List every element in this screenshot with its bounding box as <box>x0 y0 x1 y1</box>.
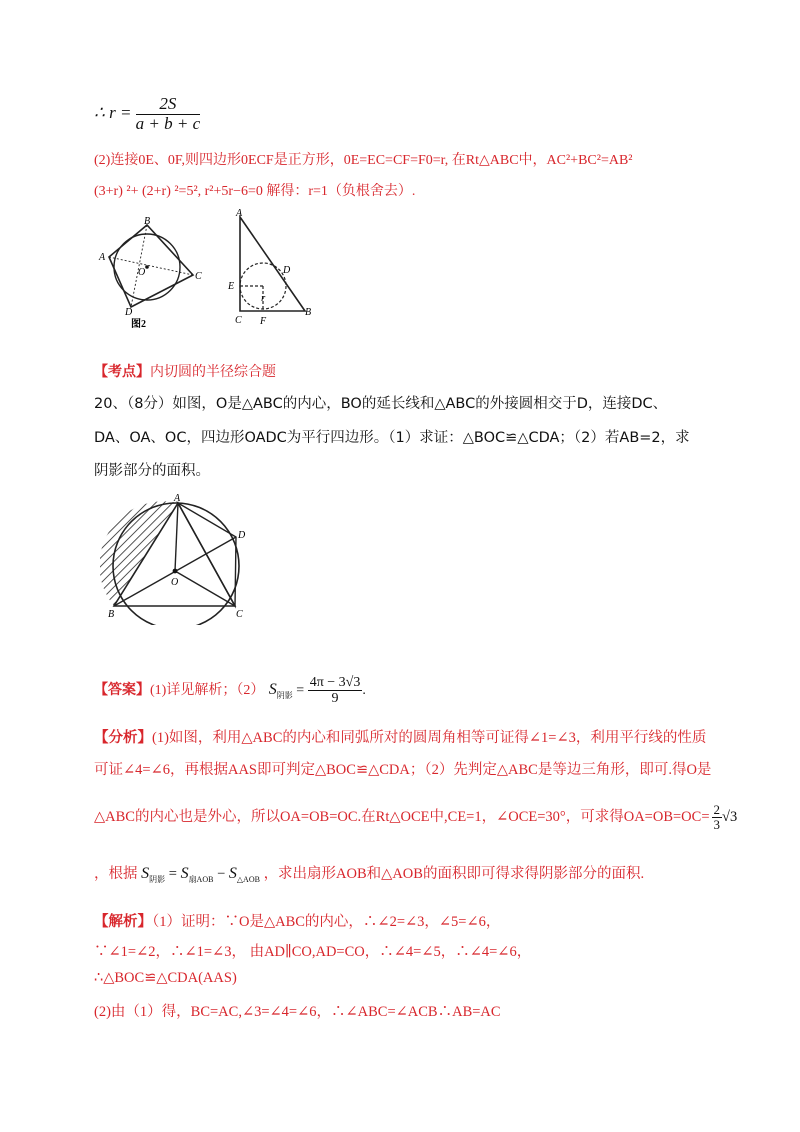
figure-caption: 图2 <box>131 319 146 330</box>
answer-denominator: 9 <box>331 691 339 707</box>
label-C: C <box>235 315 242 326</box>
formula-minus: − <box>213 866 229 882</box>
label-A: A <box>174 493 181 504</box>
solution-text1: （1）证明：∵O是△ABC的内心，∴∠2=∠3，∠5=∠6， <box>152 914 501 930</box>
label-E: E <box>228 281 235 292</box>
label-B: B <box>108 609 115 620</box>
equals-sign: = <box>296 683 305 699</box>
label-F: F <box>260 316 267 327</box>
figure-circumcircle-triangle <box>100 490 270 625</box>
shaded-area-subscript: 阴影 <box>149 874 166 884</box>
therefore-symbol: ∴ <box>94 103 105 123</box>
shaded-segment <box>100 501 178 606</box>
area-subscript: 阴影 <box>276 690 293 700</box>
shaded-area-symbol: S <box>141 865 150 882</box>
kaodian-text: 内切圆的半径综合题 <box>150 364 276 380</box>
label-O: O <box>171 577 179 588</box>
segment-ao <box>175 503 178 571</box>
label-B: B <box>144 216 151 227</box>
answer-tag: 【答案】 <box>94 682 150 699</box>
formula-lhs: r = <box>109 103 132 123</box>
radius-root: √3 <box>722 809 738 826</box>
solution-line1 <box>94 910 500 931</box>
answer-text: (1)详见解析；（2） <box>150 683 265 699</box>
answer-line <box>94 675 366 707</box>
problem20-line3: 阴影部分的面积。 <box>94 463 210 479</box>
label-B: B <box>305 307 312 318</box>
formula-denominator: a + b + c <box>135 113 201 133</box>
analysis-text1: (1)如图，利用△ABC的内心和同弧所对的圆周角相等可证得∠1=∠3，利用平行线的性质 <box>152 730 707 746</box>
radius-formula <box>94 95 200 133</box>
analysis-line3 <box>94 803 737 833</box>
label-D: D <box>283 265 291 276</box>
label-A: A <box>99 252 106 263</box>
answer-period: . <box>362 683 366 699</box>
label-A: A <box>236 208 243 219</box>
label-D: D <box>238 530 246 541</box>
radius-fraction <box>712 803 723 833</box>
solution-line3: ∴△BOC≌△CDA(AAS) <box>94 970 237 986</box>
solution-tag: 【解析】 <box>94 914 152 930</box>
problem20-line1: 20、（8分）如图，O是△ABC的内心，BO的延长线和△ABC的外接圆相交于D，连接DC、 <box>94 396 668 412</box>
analysis-text4-pre: ，根据 <box>94 866 138 882</box>
part2-line2: (3+r) ²+ (2+r) ²=5², r²+5r−6=0 解得：r=1（负根舍去）. <box>94 184 416 199</box>
part2-line1: (2)连接0E、0F,则四边形0ECF是正方形，0E=EC=CF=F0=r, 在Rt△ABC中，AC²+BC²=AB² <box>94 153 633 168</box>
label-C: C <box>195 271 202 282</box>
analysis-text4-post: ，求出扇形AOB和△AOB的面积即可得求得阴影部分的面积. <box>263 866 645 882</box>
sector-area-symbol: S <box>180 865 189 882</box>
triangle-outline <box>240 217 305 311</box>
label-C: C <box>236 609 243 620</box>
analysis-line1 <box>94 726 706 747</box>
label-r: r <box>261 292 266 304</box>
analysis-line4 <box>94 862 644 885</box>
label-O: O <box>138 267 146 278</box>
analysis-line2: 可证∠4=∠6，再根据AAS即可判定△BOC≌△CDA；（2）先判定△ABC是等边三角形，即可.得O是 <box>94 762 712 778</box>
problem20-line2: DA、OA、OC，四边形OADC为平行四边形。（1）求证：△BOC≌△CDA；（2）若AB=2，求 <box>94 430 690 446</box>
sector-area-subscript: 扇AOB <box>188 874 214 884</box>
analysis-text3: △ABC的内心也是外心，所以OA=OB=OC.在Rt△OCE中,CE=1，∠OCE=30°，可求得OA=OB=OC= <box>94 809 710 826</box>
figure-right-triangle-incircle <box>225 205 325 330</box>
solution-line2: ∵∠1=∠2，∴∠1=∠3， 由AD∥CO,AD=CO，∴∠4=∠5，∴∠4=∠6， <box>94 944 532 960</box>
kaodian-tag: 【考点】 <box>94 364 150 380</box>
triangle-area-subscript: △AOB <box>236 874 260 884</box>
formula-equals: = <box>165 866 181 882</box>
answer-numerator: 4π − 3√3 <box>309 675 361 690</box>
label-D: D <box>125 307 133 318</box>
formula-fraction <box>136 95 201 133</box>
radius-denominator: 3 <box>713 817 720 833</box>
figure-quadrilateral-incircle <box>95 215 210 330</box>
area-difference-formula <box>141 866 260 882</box>
incenter-point <box>173 569 178 574</box>
center-point <box>145 265 149 269</box>
radius-numerator: 2 <box>713 802 720 817</box>
area-symbol: S <box>268 681 277 699</box>
solution-line4: (2)由（1）得，BC=AC,∠3=∠4=∠6，∴∠ABC=∠ACB∴AB=AC <box>94 1004 501 1020</box>
kaodian-line <box>94 361 276 381</box>
triangle-area-symbol: S <box>228 865 237 882</box>
answer-fraction <box>308 675 363 707</box>
formula-numerator: 2S <box>136 95 201 115</box>
analysis-tag: 【分析】 <box>94 730 152 746</box>
